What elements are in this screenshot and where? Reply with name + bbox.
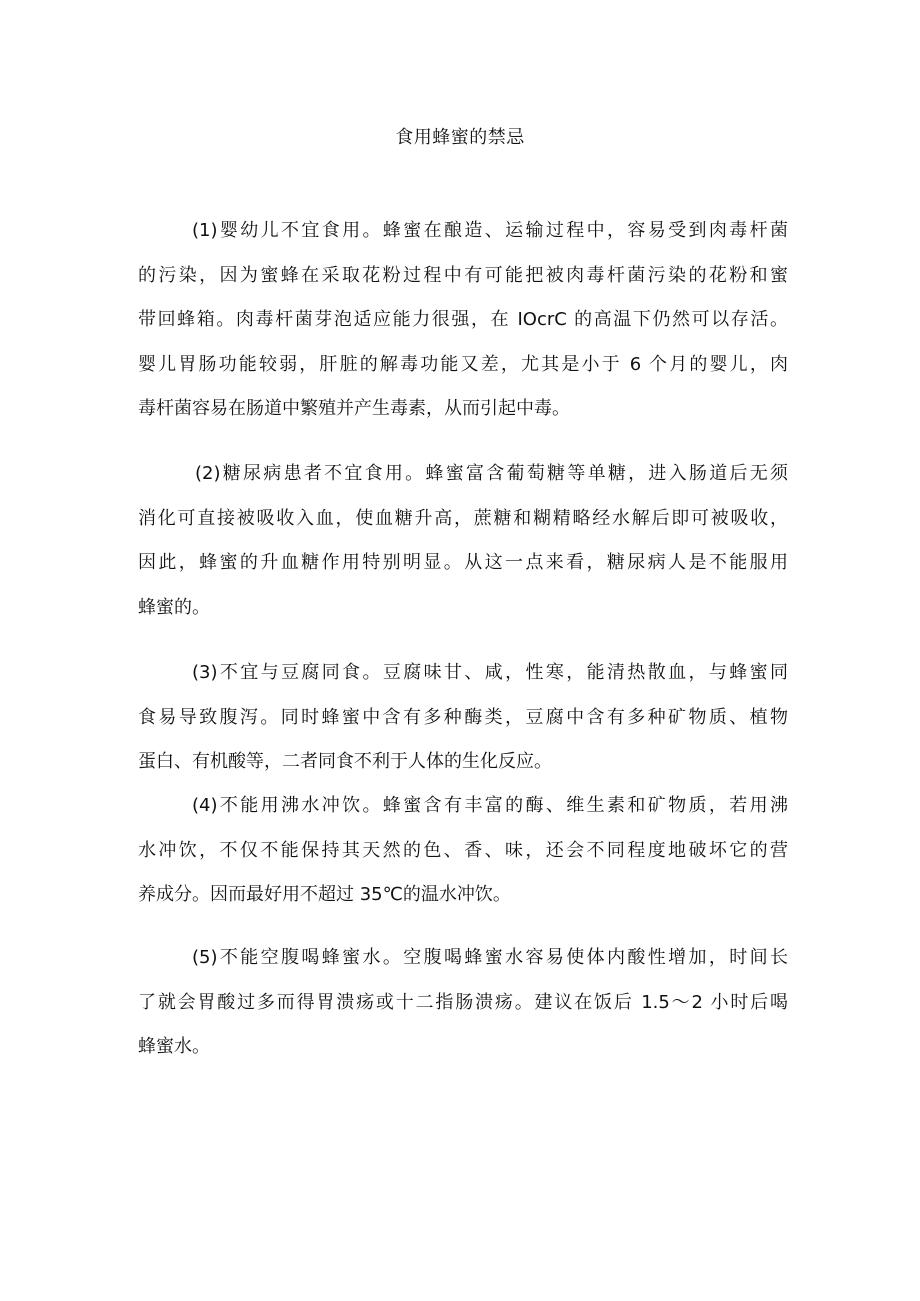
paragraph-line: 食易导致腹泻。同时蜂蜜中含有多种酶类，豆腐中含有多种矿物质、植物: [138, 706, 788, 728]
paragraph-line: 水冲饮，不仅不能保持其天然的色、香、味，还会不同程度地破坏它的营: [138, 839, 788, 861]
paragraph-line: 了就会胃酸过多而得胃溃疡或十二指肠溃疡。建议在饭后 1.5～2 小时后喝: [138, 991, 788, 1013]
paragraph-infants: [138, 209, 788, 432]
paragraph-line: (3)不宜与豆腐同食。豆腐味甘、咸，性寒，能清热散血，与蜂蜜同: [192, 662, 788, 683]
paragraph-line: (1)婴幼儿不宜食用。蜂蜜在酿造、运输过程中，容易受到肉毒杆菌: [192, 220, 788, 241]
paragraph-line: 带回蜂箱。肉毒杆菌芽泡适应能力很强，在 IOcrC 的高温下仍然可以存活。: [138, 309, 788, 330]
paragraph-line: 消化可直接被吸收入血，使血糖升高，蔗糖和糊精略经水解后即可被吸收，: [138, 507, 788, 529]
paragraph-line: 因此，蜂蜜的升血糖作用特别明显。从这一点来看，糖尿病人是不能服用: [138, 552, 788, 573]
paragraph-line: 婴儿胃肠功能较弱，肝脏的解毒功能又差，尤其是小于 6 个月的婴儿，肉: [138, 353, 788, 375]
paragraph-tofu: [138, 651, 788, 785]
paragraph-line: 蛋白、有机酸等，二者同食不利于人体的生化反应。: [138, 751, 552, 772]
paragraph-line: 蜂蜜的。: [138, 596, 210, 618]
paragraph-line: 蜂蜜水。: [138, 1036, 210, 1057]
paragraph-line: 的污染，因为蜜蜂在采取花粉过程中有可能把被肉毒杆菌污染的花粉和蜜: [138, 264, 788, 286]
paragraph-line: 养成分。因而最好用不超过 35℃的温水冲饮。: [138, 884, 511, 905]
paragraph-line: 毒杆菌容易在肠道中繁殖并产生毒素，从而引起中毒。: [138, 398, 570, 419]
paragraph-line: (5)不能空腹喝蜂蜜水。空腹喝蜂蜜水容易使体内酸性增加，时间长: [192, 947, 788, 968]
page-title: 食用蜂蜜的禁忌: [395, 127, 525, 148]
paragraph-empty-stomach: [138, 936, 788, 1070]
paragraph-boiling-water: [138, 784, 788, 918]
paragraph-diabetes: [138, 452, 788, 630]
paragraph-line: (2)糖尿病患者不宜食用。蜂蜜富含葡萄糖等单糖，进入肠道后无须: [195, 463, 788, 484]
paragraph-line: (4)不能用沸水冲饮。蜂蜜含有丰富的酶、维生素和矿物质，若用沸: [192, 795, 788, 816]
